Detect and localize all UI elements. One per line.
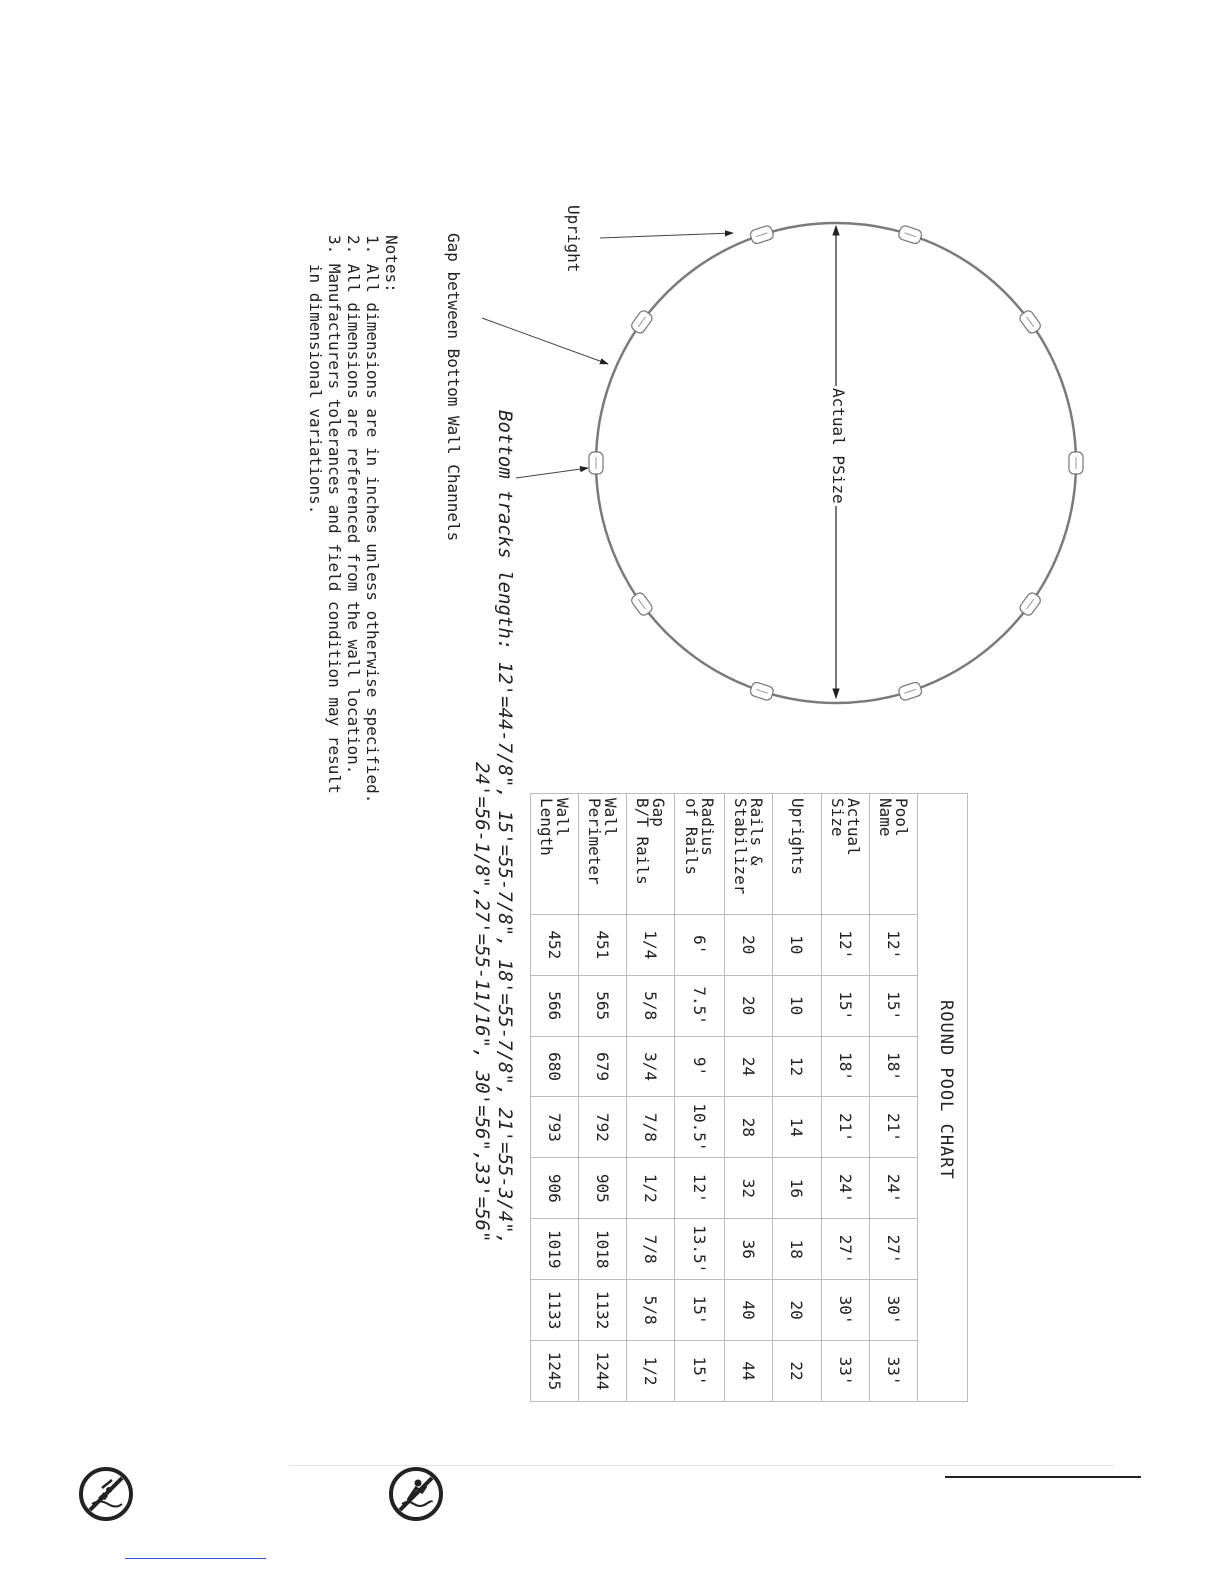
table-cell: 679 (579, 1036, 627, 1097)
note-item: 3. Manufacturers tolerances and field condition may result (325, 235, 344, 794)
upright-post (898, 225, 923, 245)
footer-right-rule (945, 1476, 1141, 1478)
gap-leader-line (482, 318, 608, 364)
table-cell: 33' (822, 1341, 870, 1402)
table-cell: 15' (870, 975, 918, 1036)
table-cell: 22 (773, 1341, 822, 1402)
row-label: Gap B/T Rails (627, 794, 675, 915)
no-swimming-icon (388, 1466, 444, 1522)
row-label: Wall Length (531, 794, 579, 915)
table-cell: 1/2 (627, 1341, 675, 1402)
table-cell: 21' (822, 1097, 870, 1158)
table-cell: 15' (675, 1341, 725, 1402)
table-cell: 27' (870, 1219, 918, 1280)
table-cell: 12' (822, 914, 870, 975)
upright-post (1069, 452, 1083, 474)
table-cell: 1132 (579, 1280, 627, 1341)
table-cell: 13.5' (675, 1219, 725, 1280)
table-cell: 10.5' (675, 1097, 725, 1158)
table-cell: 1/4 (627, 914, 675, 975)
table-cell: 10 (773, 914, 822, 975)
table-cell: 18 (773, 1219, 822, 1280)
table-cell: 452 (531, 914, 579, 975)
note-item: 1. All dimensions are in inches unless otherwise specified. (363, 235, 382, 804)
table-cell: 24' (870, 1158, 918, 1219)
table-cell: 30' (870, 1280, 918, 1341)
table-cell: 1244 (579, 1341, 627, 1402)
footer-link-rule (125, 1558, 266, 1559)
table-cell: 15' (822, 975, 870, 1036)
table-cell: 28 (725, 1097, 773, 1158)
row-label: Pool Name (870, 794, 918, 915)
table-cell: 16 (773, 1158, 822, 1219)
table-cell: 1133 (531, 1280, 579, 1341)
table-cell: 40 (725, 1280, 773, 1341)
table-cell: 905 (579, 1158, 627, 1219)
table-cell: 24' (822, 1158, 870, 1219)
table-cell: 5/8 (627, 1280, 675, 1341)
notes-list (306, 235, 382, 803)
table-cell: 9' (675, 1036, 725, 1097)
row-label: Radius of Rails (675, 794, 725, 915)
table-cell: 7/8 (627, 1219, 675, 1280)
table-cell: 20 (773, 1280, 822, 1341)
table-cell: 5/8 (627, 975, 675, 1036)
table-cell: 451 (579, 914, 627, 975)
table-cell: 793 (531, 1097, 579, 1158)
upright-post (589, 452, 603, 474)
table-cell: 7.5' (675, 975, 725, 1036)
table-cell: 12' (870, 914, 918, 975)
upright-label: Upright (564, 205, 583, 273)
row-label: Rails & Stabilizer (725, 794, 773, 915)
table-cell: 12 (773, 1036, 822, 1097)
no-diving-icon (78, 1466, 134, 1522)
table-cell: 20 (725, 975, 773, 1036)
table-cell: 32 (725, 1158, 773, 1219)
row-label: Wall Perimeter (579, 794, 627, 915)
bottom-tracks-line-1: Bottom tracks length: 12'=44-7/8", 15'=55-7/8", 18'=55-7/8", 21'=55-3/4", (494, 410, 516, 1246)
upright-post (749, 225, 774, 245)
table-cell: 20 (725, 914, 773, 975)
chart-title: ROUND POOL CHART (936, 1000, 956, 1180)
table-cell: 21' (870, 1097, 918, 1158)
table-cell: 18' (822, 1036, 870, 1097)
table-cell: 1018 (579, 1219, 627, 1280)
table-cell: 24 (725, 1036, 773, 1097)
note-item: in dimensional variations. (306, 235, 325, 515)
upright-post (749, 681, 774, 701)
note-item: 2. All dimensions are referenced from the wall location. (344, 235, 363, 775)
table-cell: 1/2 (627, 1158, 675, 1219)
table-cell: 906 (531, 1158, 579, 1219)
table-cell: 36 (725, 1219, 773, 1280)
tracks-leader-line (516, 468, 588, 478)
row-label: Actual Size (822, 794, 870, 915)
row-label: Uprights (773, 794, 822, 915)
bottom-tracks-line-2: 24'=56-1/8",27'=55-11/16", 30'=56",33'=56" (471, 762, 493, 1243)
table-cell: 792 (579, 1097, 627, 1158)
table-cell: 15' (675, 1280, 725, 1341)
table-cell: 680 (531, 1036, 579, 1097)
table-cell: 18' (870, 1036, 918, 1097)
table-cell: 10 (773, 975, 822, 1036)
table-cell: 14 (773, 1097, 822, 1158)
upright-leader-line (600, 233, 733, 238)
table-cell: 1245 (531, 1341, 579, 1402)
table-cell: 1019 (531, 1219, 579, 1280)
table-cell: 6' (675, 914, 725, 975)
table-cell: 565 (579, 975, 627, 1036)
upright-post (898, 681, 923, 701)
table-cell: 27' (822, 1219, 870, 1280)
table-cell: 7/8 (627, 1097, 675, 1158)
notes-heading: Notes: (382, 235, 401, 293)
table-cell: 33' (870, 1341, 918, 1402)
table-cell: 566 (531, 975, 579, 1036)
gap-label: Gap between Bottom Wall Channels (444, 233, 463, 542)
table-cell: 44 (725, 1341, 773, 1402)
table-cell: 30' (822, 1280, 870, 1341)
table-cell: 3/4 (627, 1036, 675, 1097)
diameter-label: Actual PSize (829, 388, 848, 504)
table-cell: 12' (675, 1158, 725, 1219)
